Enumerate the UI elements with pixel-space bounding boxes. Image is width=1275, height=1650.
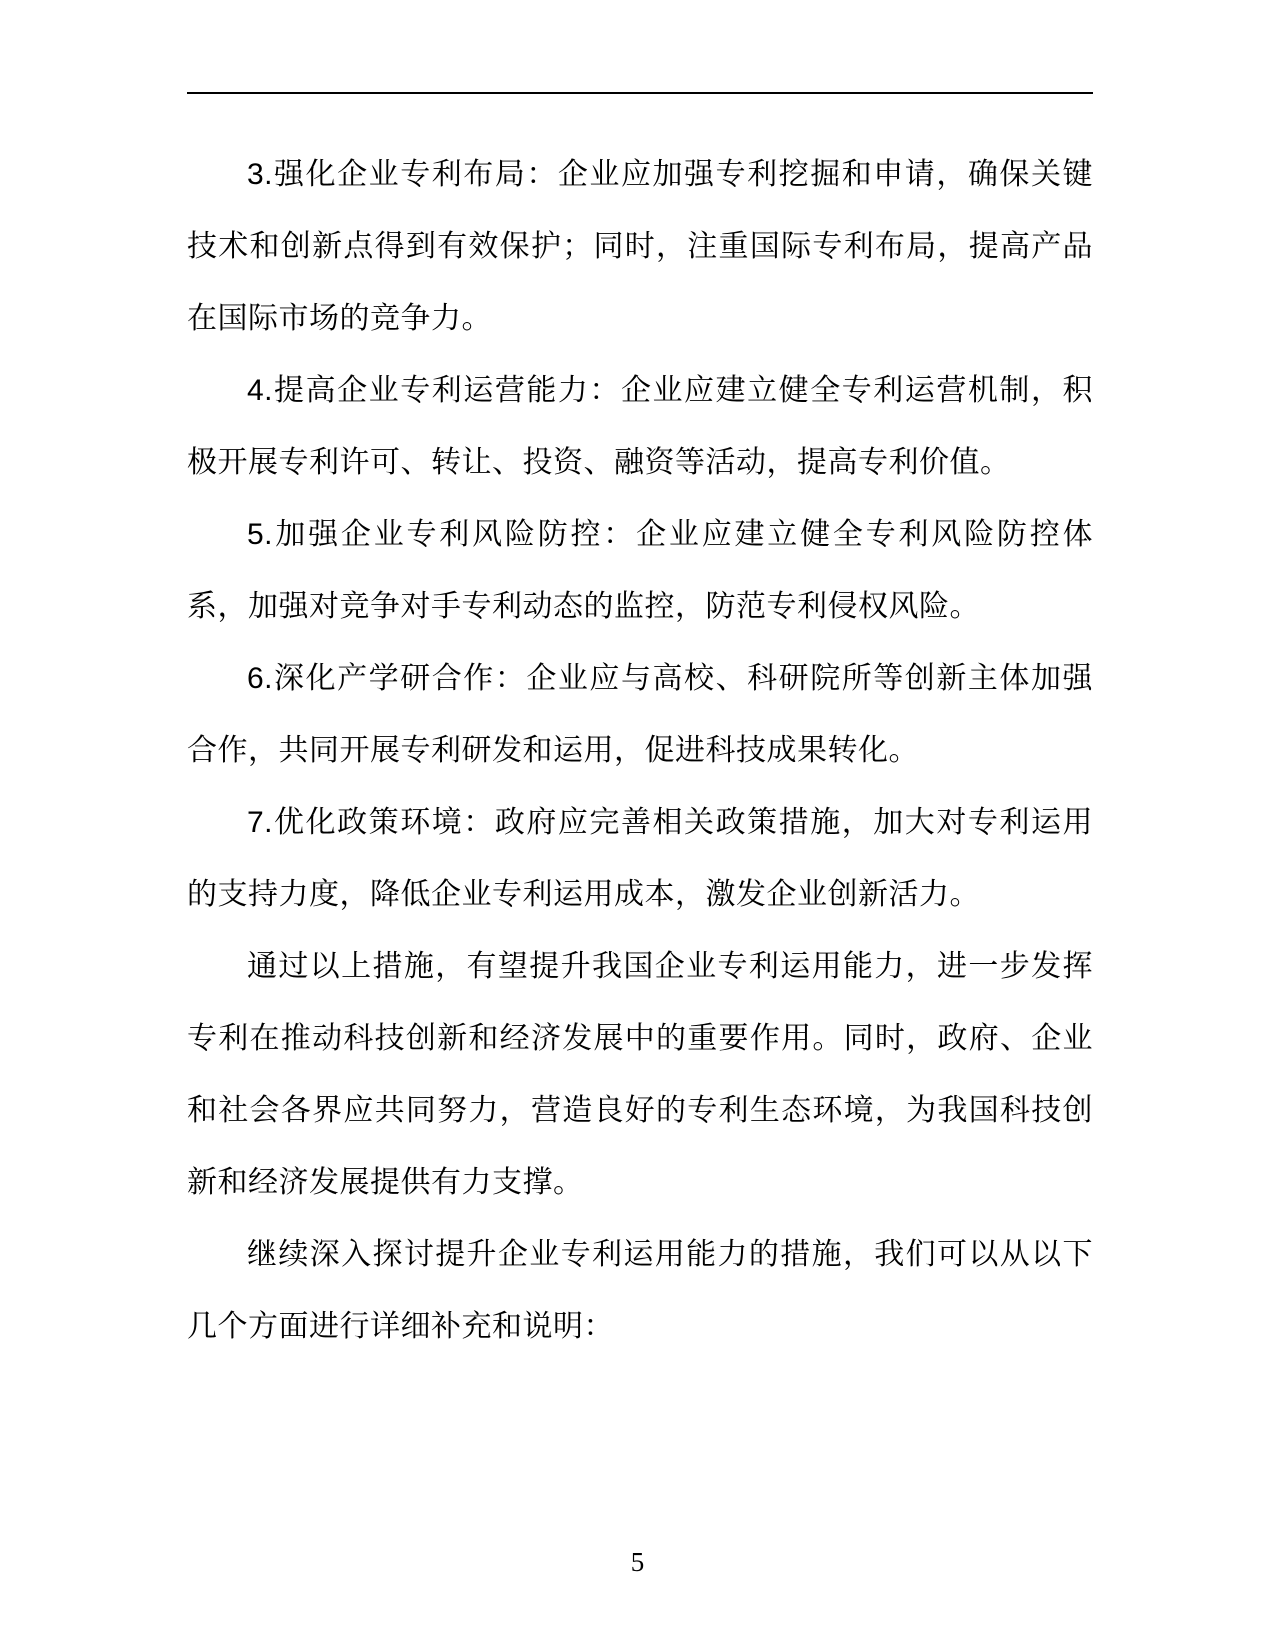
paragraph-item-7: 7.优化政策环境：政府应完善相关政策措施，加大对专利运用的支持力度，降低企业专利运用成本，激发企业创新活力。 bbox=[187, 806, 1093, 911]
paragraph-continuation: 继续深入探讨提升企业专利运用能力的措施，我们可以从以下几个方面进行详细补充和说明： bbox=[187, 1238, 1093, 1343]
page-number: 5 bbox=[630, 1547, 645, 1577]
paragraph-item-6: 6.深化产学研合作：企业应与高校、科研院所等创新主体加强合作，共同开展专利研发和运用，促进科技成果转化。 bbox=[187, 662, 1093, 767]
paragraph-item-3: 3.强化企业专利布局：企业应加强专利挖掘和申请，确保关键技术和创新点得到有效保护；同时，注重国际专利布局，提高产品在国际市场的竞争力。 bbox=[187, 158, 1093, 335]
paragraph-item-4: 4.提高企业专利运营能力：企业应建立健全专利运营机制，积极开展专利许可、转让、投资、融资等活动，提高专利价值。 bbox=[187, 374, 1093, 479]
page-footer bbox=[0, 1546, 1275, 1578]
paragraph-summary: 通过以上措施，有望提升我国企业专利运用能力，进一步发挥专利在推动科技创新和经济发展中的重要作用。同时，政府、企业和社会各界应共同努力，营造良好的专利生态环境，为我国科技创新和经济发展提供有力支撑。 bbox=[187, 950, 1093, 1199]
document-body bbox=[187, 139, 1093, 1363]
header-rule bbox=[187, 92, 1093, 94]
paragraph-item-5: 5.加强企业专利风险防控：企业应建立健全专利风险防控体系，加强对竞争对手专利动态的监控，防范专利侵权风险。 bbox=[187, 518, 1093, 623]
